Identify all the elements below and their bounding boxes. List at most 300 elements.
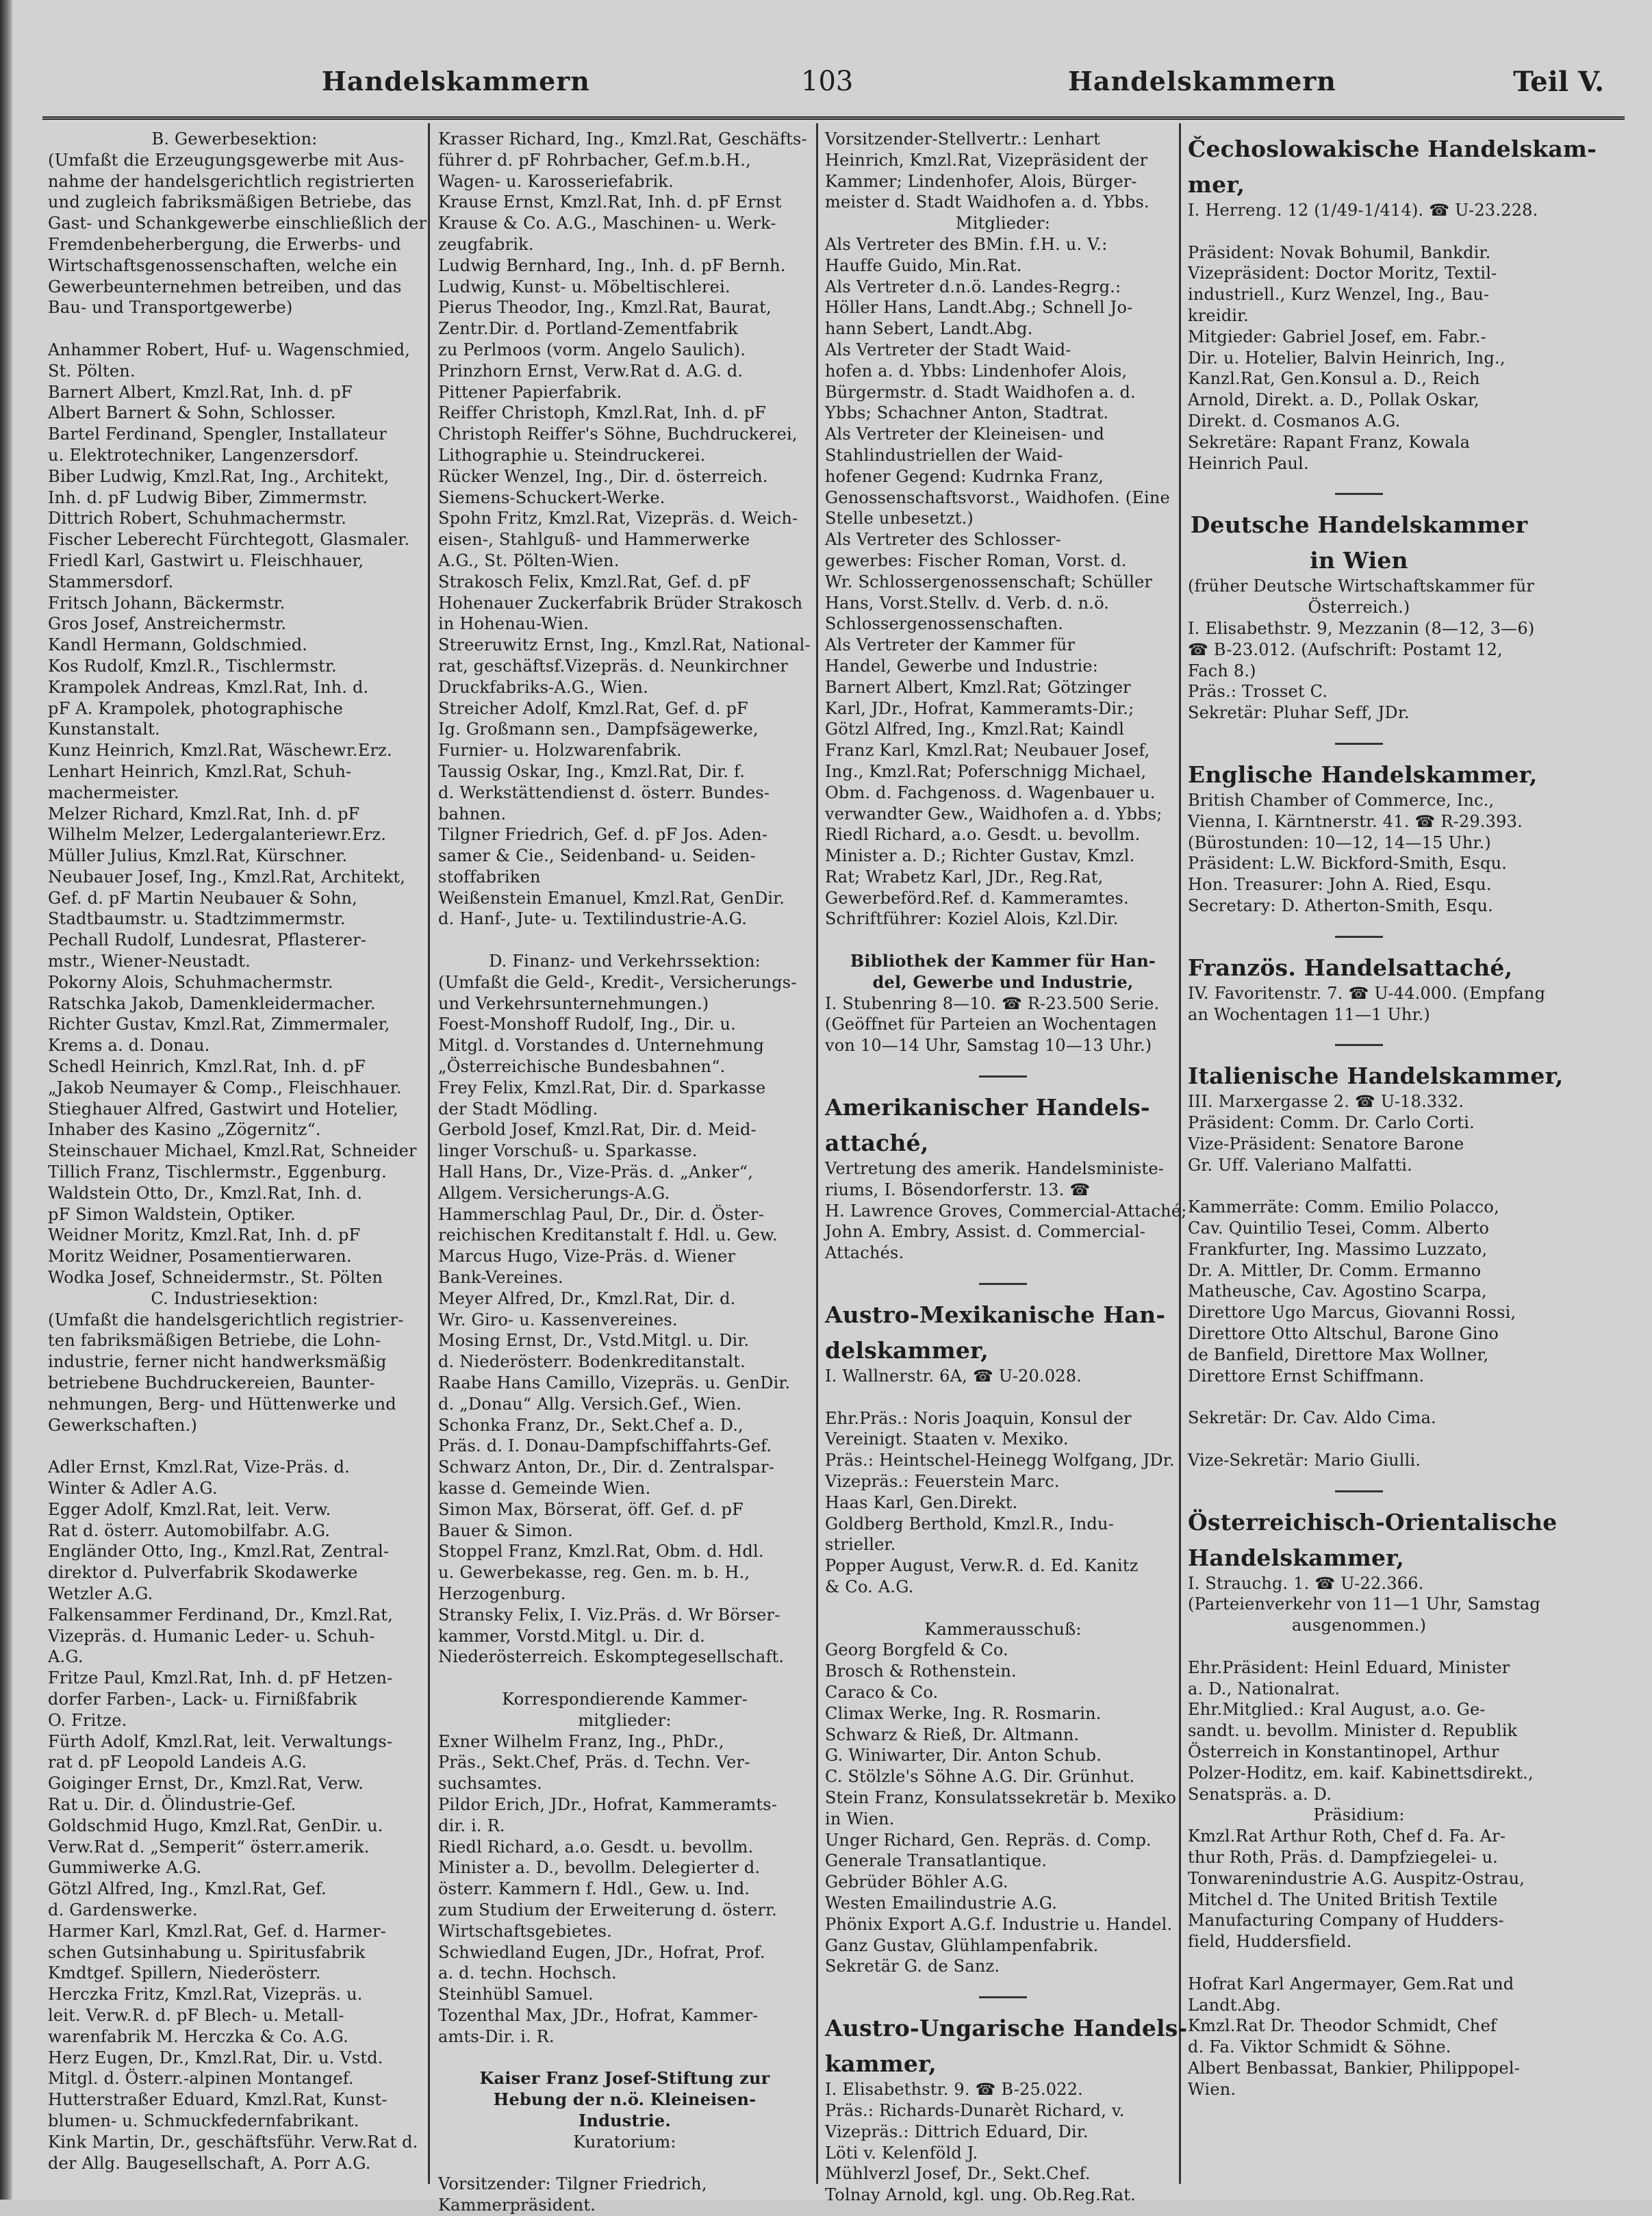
text-line: Ehr.Präsident: Heinl Eduard, Minister xyxy=(1188,1657,1510,1677)
text-line: d. Hanf-, Jute- u. Textilindustrie-A.G. xyxy=(438,909,748,929)
text-line: Vizepräs.: Feuerstein Marc. xyxy=(825,1472,1060,1492)
text-line: Krems a. d. Donau. xyxy=(48,1036,210,1056)
text-line: Frankfurter, Ing. Massimo Luzzato, xyxy=(1188,1239,1488,1259)
section-heading: Englische Handelskammer, xyxy=(1188,761,1538,788)
text-line: Direttore Otto Altschul, Barone Gino xyxy=(1188,1324,1499,1344)
text-line: Hutterstraßer Eduard, Kmzl.Rat, Kunst- xyxy=(48,2090,387,2110)
text-line: Westen Emailindustrie A.G. xyxy=(825,1893,1058,1913)
text-line: Secretary: D. Atherton-Smith, Esqu. xyxy=(1188,895,1493,915)
text-line: Landt.Abg. xyxy=(1188,1995,1282,2015)
text-line: Fürth Adolf, Kmzl.Rat, leit. Verwaltungs- xyxy=(48,1731,393,1751)
text-line: Ludwig, Kunst- u. Möbeltischlerei. xyxy=(438,277,730,296)
text-line: Kmzl.Rat Arthur Roth, Chef d. Fa. Ar- xyxy=(1188,1826,1506,1846)
text-line: Krause & Co. A.G., Maschinen- u. Werk- xyxy=(438,214,776,233)
text-line: stoffabriken xyxy=(438,867,541,887)
text-line: B. Gewerbesektion: xyxy=(151,129,318,149)
section-heading: Amerikanischer Handels- xyxy=(825,1094,1150,1121)
text-line: kammer, Vorstd.Mitgl. u. Dir. d. xyxy=(438,1626,705,1646)
text-line: dorfer Farben-, Lack- u. Firnißfabrik xyxy=(48,1689,357,1709)
text-line: Stahlindustriellen der Waid- xyxy=(825,445,1063,465)
text-line: Kammer; Lindenhofer, Alois, Bürger- xyxy=(825,171,1137,191)
text-line: Heinrich Paul. xyxy=(1188,453,1309,473)
text-line: British Chamber of Commerce, Inc., xyxy=(1188,790,1495,810)
text-line: Wirtschaftsgenossenschaften, welche ein xyxy=(48,255,398,275)
text-line: Präs.: Trosset C. xyxy=(1188,682,1328,702)
text-line: Schwarz & Rieß, Dr. Altmann. xyxy=(825,1724,1080,1744)
section-heading: delskammer, xyxy=(825,1337,989,1364)
text-line: Stelle unbesetzt.) xyxy=(825,509,974,528)
text-line: linger Vorschuß- u. Sparkasse. xyxy=(438,1141,698,1161)
text-line: a. D., Nationalrat. xyxy=(1188,1679,1340,1698)
text-line: Mitgieder: Gabriel Josef, em. Fabr.- xyxy=(1188,327,1486,346)
text-line: Christoph Reiffer's Söhne, Buchdruckerei, xyxy=(438,424,798,444)
section-heading: mer, xyxy=(1188,171,1245,198)
text-line: Kaiser Franz Josef-Stiftung zur xyxy=(479,2068,770,2089)
text-line: Als Vertreter des Schlosser- xyxy=(825,530,1062,550)
section-separator xyxy=(979,1075,1027,1078)
text-line: Rat u. Dir. d. Ölindustrie-Gef. xyxy=(48,1794,296,1814)
text-line: in Wien. xyxy=(825,1809,895,1829)
text-line: Stransky Felix, I. Viz.Präs. d. Wr Börser- xyxy=(438,1605,780,1625)
text-line: der Stadt Mödling. xyxy=(438,1099,598,1119)
text-line: Ratschka Jakob, Damenkleidermacher. xyxy=(48,993,376,1013)
text-line: sandt. u. bevollm. Minister d. Republik xyxy=(1188,1721,1518,1741)
text-line: Lenhart Heinrich, Kmzl.Rat, Schuh- xyxy=(48,761,352,781)
text-line: Vizepräs.: Dittrich Eduard, Dir. xyxy=(825,2122,1089,2141)
text-line: Senatspräs. a. D. xyxy=(1188,1784,1332,1804)
text-column-4 xyxy=(1188,129,1597,2176)
text-line: Fach 8.) xyxy=(1188,661,1256,680)
text-line: hofener Gegend: Kudrnka Franz, xyxy=(825,466,1104,486)
text-line: Bibliothek der Kammer für Han- xyxy=(850,951,1156,971)
text-line: mitglieder: xyxy=(578,1710,672,1730)
text-line: Krause Ernst, Kmzl.Rat, Inh. d. pF Ernst xyxy=(438,192,782,212)
text-line: Exner Wilhelm Franz, Ing., PhDr., xyxy=(438,1731,724,1751)
text-line: Steinschauer Michael, Kmzl.Rat, Schneider xyxy=(48,1141,417,1161)
text-line: Heinrich, Kmzl.Rat, Vizepräsident der xyxy=(825,150,1148,170)
text-line: Raabe Hans Camillo, Vizepräs. u. GenDir. xyxy=(438,1373,791,1393)
text-line: Wr. Giro- u. Kassenvereines. xyxy=(438,1310,678,1329)
text-line: Brosch & Rothenstein. xyxy=(825,1661,1017,1681)
text-line: d. Niederösterr. Bodenkreditanstalt. xyxy=(438,1352,746,1372)
text-line: Goldschmid Hugo, Kmzl.Rat, GenDir. u. xyxy=(48,1816,383,1835)
text-line: Präsident: L.W. Bickford-Smith, Esqu. xyxy=(1188,854,1508,874)
text-line: Stammersdorf. xyxy=(48,572,174,591)
text-line: Winter & Adler A.G. xyxy=(48,1479,218,1498)
section-separator xyxy=(979,1996,1027,1998)
text-line: Wetzler A.G. xyxy=(48,1583,153,1603)
text-line: ausgenommen.) xyxy=(1291,1616,1427,1635)
text-line: Georg Borgfeld & Co. xyxy=(825,1640,1008,1660)
text-line: Kammerpräsident. xyxy=(438,2195,596,2215)
text-line: d. „Donau“ Allg. Versich.Gef., Wien. xyxy=(438,1394,742,1414)
text-line: (Bürostunden: 10—12, 14—15 Uhr.) xyxy=(1188,832,1491,852)
text-line: Gewerkschaften.) xyxy=(48,1415,198,1435)
text-line: führer d. pF Rohrbacher, Gef.m.b.H., xyxy=(438,150,751,170)
text-line: u. Gewerbekasse, reg. Gen. m. b. H., xyxy=(438,1563,750,1583)
text-line: Riedl Richard, a.o. Gesdt. u. bevollm. xyxy=(825,825,1141,845)
text-line: Stadtbaumstr. u. Stadtzimmermstr. xyxy=(48,909,346,929)
text-line xyxy=(1188,1952,1530,1974)
text-line: Tozenthal Max, JDr., Hofrat, Kammer- xyxy=(438,2005,759,2025)
text-line: Gast- und Schankgewerbe einschließlich der xyxy=(48,214,427,233)
text-line: Meyer Alfred, Dr., Kmzl.Rat, Dir. d. xyxy=(438,1288,736,1308)
text-line: Goiginger Ernst, Dr., Kmzl.Rat, Verw. xyxy=(48,1774,364,1794)
text-line: Löti v. Kelenföld J. xyxy=(825,2143,978,2163)
text-line: ☎ B-23.012. (Aufschrift: Postamt 12, xyxy=(1188,639,1503,659)
text-line: Sekretär G. de Sanz. xyxy=(825,1957,1000,1976)
text-line: Krasser Richard, Ing., Kmzl.Rat, Geschäfts- xyxy=(438,129,807,149)
text-line: Caraco & Co. xyxy=(825,1683,939,1702)
text-line: Wilhelm Melzer, Ledergalanteriewr.Erz. xyxy=(48,825,387,845)
section-heading: Austro-Mexikanische Han- xyxy=(825,1301,1166,1329)
text-line: Bank-Vereines. xyxy=(438,1268,563,1288)
text-line: Gebrüder Böhler A.G. xyxy=(825,1872,1008,1892)
text-line: strieller. xyxy=(825,1535,896,1555)
text-line: Bau- und Transportgewerbe) xyxy=(48,298,293,318)
text-line: Österreich.) xyxy=(1308,598,1410,617)
text-line: Taussig Oskar, Ing., Kmzl.Rat, Dir. f. xyxy=(438,761,746,781)
text-line: Kink Martin, Dr., geschäftsführ. Verw.Rat d. xyxy=(48,2132,418,2152)
text-line: machermeister. xyxy=(48,782,179,802)
text-line: Tonwarenindustrie A.G. Auspitz-Ostrau, xyxy=(1188,1868,1525,1888)
text-line: Albert Barnert & Sohn, Schlosser. xyxy=(48,403,336,423)
text-line: zeugfabrik. xyxy=(438,234,534,254)
text-line: Richter Gustav, Kmzl.Rat, Zimmermaler, xyxy=(48,1015,390,1034)
text-line: Allgem. Versicherungs-A.G. xyxy=(438,1183,670,1203)
text-line: Gr. Uff. Valeriano Malfatti. xyxy=(1188,1155,1412,1175)
text-line: Gummiwerke A.G. xyxy=(48,1858,202,1878)
text-line: Vize-Präsident: Senatore Barone xyxy=(1188,1134,1464,1154)
text-line: Fischer Leberecht Fürchtegott, Glasmaler. xyxy=(48,530,410,550)
text-line: III. Marxergasse 2. ☎ U-18.332. xyxy=(1188,1092,1464,1112)
text-line xyxy=(825,1387,1181,1408)
text-line: Fremdenbeherbergung, die Erwerbs- und xyxy=(48,234,401,254)
text-line: direktor d. Pulverfabrik Skodawerke xyxy=(48,1563,358,1583)
text-line: D. Finanz- und Verkehrssektion: xyxy=(489,952,761,971)
text-line: Vereinigt. Staaten v. Mexiko. xyxy=(825,1429,1069,1449)
section-heading: in Wien xyxy=(1310,547,1408,574)
text-line: Schwiedland Eugen, JDr., Hofrat, Prof. xyxy=(438,1942,765,1962)
text-line: hann Sebert, Landt.Abg. xyxy=(825,319,1033,339)
text-line: Bartel Ferdinand, Spengler, Installateur xyxy=(48,424,387,444)
text-column-3 xyxy=(825,129,1188,2205)
text-line: Waldstein Otto, Dr., Kmzl.Rat, Inh. d. xyxy=(48,1183,363,1203)
section-heading: Österreichisch-Orientalische xyxy=(1188,1508,1558,1536)
text-line: riums, I. Bösendorferstr. 13. ☎ xyxy=(825,1180,1091,1199)
text-line: nehmungen, Berg- und Hüttenwerke und xyxy=(48,1394,396,1414)
text-line: Verw.Rat d. „Semperit“ österr.amerik. xyxy=(48,1837,370,1857)
text-line: Schonka Franz, Dr., Sekt.Chef a. D., xyxy=(438,1415,744,1435)
text-line: A.G., St. Pölten-Wien. xyxy=(438,550,620,570)
section-heading: Italienische Handelskammer, xyxy=(1188,1062,1564,1090)
text-line: Tolnay Arnold, kgl. ung. Ob.Reg.Rat. xyxy=(825,2185,1136,2205)
text-line: Phönix Export A.G.f. Industrie u. Handel. xyxy=(825,1914,1173,1934)
text-line: „Österreichische Bundesbahnen“. xyxy=(438,1057,726,1077)
text-line: Vizepräs. d. Humanic Leder- u. Schuh- xyxy=(48,1626,375,1646)
text-line: Gros Josef, Anstreichermstr. xyxy=(48,614,287,634)
text-line: Hohenauer Zuckerfabrik Brüder Strakosch xyxy=(438,593,803,613)
text-line: der Allg. Baugesellschaft, A. Porr A.G. xyxy=(48,2153,371,2173)
text-line: Weißenstein Emanuel, Kmzl.Rat, GenDir. xyxy=(438,888,785,908)
text-line: Direkt. d. Cosmanos A.G. xyxy=(1188,411,1401,431)
text-line xyxy=(825,930,1181,951)
text-line: Haas Karl, Gen.Direkt. xyxy=(825,1492,1018,1512)
text-line: thur Roth, Präs. d. Dampfziegelei- u. xyxy=(1188,1848,1499,1868)
text-line: meister d. Stadt Waidhofen a. d. Ybbs. xyxy=(825,192,1149,212)
text-line: & Co. A.G. xyxy=(825,1577,914,1597)
text-line: Albert Benbassat, Bankier, Philippopel- xyxy=(1188,2058,1521,2078)
text-line: Stieghauer Alfred, Gastwirt und Hotelier, xyxy=(48,1099,398,1119)
text-line: Hebung der n.ö. Kleineisen- xyxy=(493,2089,757,2110)
text-line: Barnert Albert, Kmzl.Rat, Inh. d. pF xyxy=(48,382,353,402)
text-line: Herzogenburg. xyxy=(438,1583,566,1603)
text-line: Dr. A. Mittler, Dr. Comm. Ermanno xyxy=(1188,1260,1482,1280)
text-line: Zentr.Dir. d. Portland-Zementfabrik xyxy=(438,319,738,339)
text-line: Karl, JDr., Hofrat, Kammeramts-Dir.; xyxy=(825,698,1134,718)
text-line: I. Stubenring 8—10. ☎ R-23.500 Serie. xyxy=(825,993,1160,1013)
text-line: I. Herreng. 12 (1/49-1/414). ☎ U-23.228. xyxy=(1188,201,1538,220)
text-line: Österreich in Konstantinopel, Arthur xyxy=(1188,1742,1499,1762)
text-line: Schwarz Anton, Dr., Dir. d. Zentralspar- xyxy=(438,1457,775,1477)
text-line: Kammerräte: Comm. Emilio Polacco, xyxy=(1188,1197,1499,1217)
text-line: Höller Hans, Landt.Abg.; Schnell Jo- xyxy=(825,298,1133,318)
text-line: Kmzl.Rat Dr. Theodor Schmidt, Chef xyxy=(1188,2016,1497,2036)
text-line: Inhaber des Kasino „Zögernitz“. xyxy=(48,1120,321,1140)
column-divider xyxy=(816,123,818,2184)
text-line: Mitgl. d. Österr.-alpinen Montangef. xyxy=(48,2069,354,2089)
text-line: Adler Ernst, Kmzl.Rat, Vize-Präs. d. xyxy=(48,1457,351,1477)
text-line: Als Vertreter des BMin. f.H. u. V.: xyxy=(825,234,1108,254)
section-separator xyxy=(1335,743,1383,745)
text-line: Kunz Heinrich, Kmzl.Rat, Wäschewr.Erz. xyxy=(48,741,392,761)
text-line: Weidner Moritz, Kmzl.Rat, Inh. d. pF xyxy=(48,1225,361,1245)
text-line xyxy=(48,1436,421,1457)
text-line: Dittrich Robert, Schuhmachermstr. xyxy=(48,509,347,528)
text-line xyxy=(1188,1636,1530,1657)
section-separator xyxy=(1335,1044,1383,1046)
text-line: St. Pölten. xyxy=(48,361,136,381)
text-line: C. Stölzle's Söhne A.G. Dir. Grünhut. xyxy=(825,1767,1135,1787)
text-line: nahme der handelsgerichtlich registrierten xyxy=(48,171,415,191)
text-line: Egger Adolf, Kmzl.Rat, leit. Verw. xyxy=(48,1499,331,1519)
text-line: Popper August, Verw.R. d. Ed. Kanitz xyxy=(825,1556,1139,1576)
section-heading: Deutsche Handelskammer xyxy=(1190,511,1528,539)
text-line: Friedl Karl, Gastwirt u. Fleischhauer, xyxy=(48,550,364,570)
text-line: Fritze Paul, Kmzl.Rat, Inh. d. pF Hetzen- xyxy=(48,1668,393,1688)
section-heading: Čechoslowakische Handelskam- xyxy=(1188,136,1597,162)
text-line: Wirtschaftsgebietes. xyxy=(438,1921,613,1941)
text-line: de Banfield, Direttore Max Wollner, xyxy=(1188,1345,1489,1364)
text-line: Niederösterreich. Eskomptegesellschaft. xyxy=(438,1647,785,1667)
text-line: Götzl Alfred, Ing., Kmzl.Rat, Gef. xyxy=(48,1879,327,1899)
text-line: Ing., Kmzl.Rat; Poferschnigg Michael, xyxy=(825,761,1147,781)
text-line: Tillich Franz, Tischlermstr., Eggenburg. xyxy=(48,1162,387,1182)
page-number: 103 xyxy=(801,66,854,97)
text-line: Wagen- u. Karosseriefabrik. xyxy=(438,171,674,191)
section-separator xyxy=(1335,493,1383,495)
book-spine xyxy=(0,0,12,2200)
text-line: Streeruwitz Ernst, Ing., Kmzl.Rat, National- xyxy=(438,635,811,655)
text-line: Mitglieder: xyxy=(955,214,1051,233)
text-line: Hon. Treasurer: John A. Ried, Esqu. xyxy=(1188,875,1492,895)
text-line xyxy=(438,930,811,951)
text-line: H. Lawrence Groves, Commercial-Attaché; xyxy=(825,1201,1187,1221)
text-line: Schedl Heinrich, Kmzl.Rat, Inh. d. pF xyxy=(48,1057,366,1077)
text-line: Franz Karl, Kmzl.Rat; Neubauer Josef, xyxy=(825,741,1150,761)
header-left-title: Handelskammern xyxy=(322,66,590,97)
text-line: Genossenschaftsvorst., Waidhofen. (Eine xyxy=(825,487,1170,507)
text-line: Reiffer Christoph, Kmzl.Rat, Inh. d. pF xyxy=(438,403,767,423)
text-line: Unger Richard, Gen. Repräs. d. Comp. xyxy=(825,1830,1152,1850)
text-line: Inh. d. pF Ludwig Biber, Zimmermstr. xyxy=(48,487,368,507)
text-line: Mühlverzl Josef, Dr., Sekt.Chef. xyxy=(825,2164,1091,2184)
text-line: Schlossergenossenschaften. xyxy=(825,614,1064,634)
text-line: (Umfaßt die Geld-, Kredit-, Versicherungs- xyxy=(438,972,797,992)
text-line: Müller Julius, Kmzl.Rat, Kürschner. xyxy=(48,846,348,866)
text-line: Bürgermstr. d. Stadt Waidhofen a. d. xyxy=(825,382,1136,402)
text-line: Pierus Theodor, Ing., Kmzl.Rat, Baurat, xyxy=(438,298,772,318)
text-line: Spohn Fritz, Kmzl.Rat, Vizepräs. d. Weich- xyxy=(438,509,798,528)
text-line: (Parteienverkehr von 11—1 Uhr, Samstag xyxy=(1188,1594,1540,1614)
text-line: Kmdtgef. Spillern, Niederösterr. xyxy=(48,1963,321,1983)
text-line: Mitchel d. The United British Textile xyxy=(1188,1889,1498,1909)
text-line: del, Gewerbe und Industrie, xyxy=(872,971,1134,992)
text-line: Goldberg Berthold, Kmzl.R., Indu- xyxy=(825,1514,1114,1533)
text-line: zu Perlmoos (vorm. Angelo Saulich). xyxy=(438,340,746,359)
text-line: verwandter Gew., Waidhofen a. d. Ybbs; xyxy=(825,804,1162,824)
text-line: Industrie. xyxy=(579,2110,671,2130)
text-line: Lithographie u. Steindruckerei. xyxy=(438,445,706,465)
text-line: Als Vertreter der Kleineisen- und xyxy=(825,424,1105,444)
text-line: Barnert Albert, Kmzl.Rat; Götzinger xyxy=(825,677,1131,697)
text-line: Kandl Hermann, Goldschmied. xyxy=(48,635,308,655)
text-line: kasse d. Gemeinde Wien. xyxy=(438,1479,651,1498)
text-line: Biber Ludwig, Kmzl.Rat, Ing., Architekt, xyxy=(48,466,390,486)
text-line: I. Elisabethstr. 9. ☎ B-25.022. xyxy=(825,2080,1084,2100)
text-line: samer & Cie., Seidenband- u. Seiden- xyxy=(438,846,756,866)
text-line: Gerbold Josef, Kmzl.Rat, Dir. d. Meid- xyxy=(438,1120,757,1140)
text-line xyxy=(1188,221,1530,242)
text-line: Gewerbeförd.Ref. d. Kammeramtes. xyxy=(825,888,1129,908)
text-line: schen Gutsinhabung u. Spiritusfabrik xyxy=(48,1942,366,1962)
header-right-title: Handelskammern xyxy=(1068,66,1336,97)
text-line: Ehr.Präs.: Noris Joaquin, Konsul der xyxy=(825,1408,1132,1428)
text-line: Direttore Ernst Schiffmann. xyxy=(1188,1366,1425,1386)
text-column-1 xyxy=(48,129,427,2176)
text-line: Engländer Otto, Ing., Kmzl.Rat, Zentral- xyxy=(48,1542,390,1562)
text-line: C. Industriesektion: xyxy=(151,1288,318,1308)
text-line: Präs.: Richards-Dunarèt Richard, v. xyxy=(825,2100,1125,2120)
text-line: von 10—14 Uhr, Samstag 10—13 Uhr.) xyxy=(825,1036,1152,1056)
text-line: Kanzl.Rat, Gen.Konsul a. D., Reich xyxy=(1188,369,1480,389)
text-line: gewerbes: Fischer Roman, Vorst. d. xyxy=(825,550,1127,570)
text-line: Marcus Hugo, Vize-Präs. d. Wiener xyxy=(438,1247,736,1266)
text-line: Ehr.Mitglied.: Kral August, a.o. Ge- xyxy=(1188,1700,1486,1720)
text-line: Stoppel Franz, Kmzl.Rat, Obm. d. Hdl. xyxy=(438,1542,764,1562)
section-separator xyxy=(979,1283,1027,1285)
text-line: Obm. d. Fachgenoss. d. Wagenbauer u. xyxy=(825,782,1156,802)
text-line xyxy=(438,1668,811,1689)
text-line: leit. Verw.R. d. pF Blech- u. Metall- xyxy=(48,2005,344,2025)
text-line: Ganz Gustav, Glühlampenfabrik. xyxy=(825,1935,1099,1955)
text-line: österr. Kammern f. Hdl., Gew. u. Ind. xyxy=(438,1879,750,1899)
text-line: Riedl Richard, a.o. Gesdt. u. bevollm. xyxy=(438,1837,754,1857)
section-heading: Französ. Handelsattaché, xyxy=(1188,954,1513,981)
text-line: Vize-Sekretär: Mario Giulli. xyxy=(1188,1450,1421,1470)
text-line: eisen-, Stahlguß- und Hammerwerke xyxy=(438,530,750,550)
text-line: Steinhübl Samuel. xyxy=(438,1985,594,2004)
text-line: Herz Eugen, Dr., Kmzl.Rat, Dir. u. Vstd. xyxy=(48,2048,383,2067)
header-rule xyxy=(42,116,1625,120)
text-line: O. Fritze. xyxy=(48,1710,127,1730)
text-line: Harmer Karl, Kmzl.Rat, Gef. d. Harmer- xyxy=(48,1921,387,1941)
text-line: Minister a. D.; Richter Gustav, Kmzl. xyxy=(825,846,1135,866)
text-line: G. Winiwarter, Dir. Anton Schub. xyxy=(825,1746,1102,1766)
text-line: Gef. d. pF Martin Neubauer & Sohn, xyxy=(48,888,358,908)
text-line: Rücker Wenzel, Ing., Dir. d. österreich. xyxy=(438,466,768,486)
text-line: Pittener Papierfabrik. xyxy=(438,382,622,402)
text-line: Cav. Quintilio Tesei, Comm. Alberto xyxy=(1188,1219,1490,1238)
text-line: I. Elisabethstr. 9, Mezzanin (8—12, 3—6) xyxy=(1188,618,1535,638)
text-line: Sekretäre: Rapant Franz, Kowala xyxy=(1188,432,1471,452)
text-line: IV. Favoritenstr. 7. ☎ U-44.000. (Empfang xyxy=(1188,983,1546,1003)
text-line: Ybbs; Schachner Anton, Stadtrat. xyxy=(825,403,1109,423)
text-line: Als Vertreter der Kammer für xyxy=(825,635,1076,655)
text-line: Ludwig Bernhard, Ing., Inh. d. pF Bernh. xyxy=(438,255,786,275)
text-line: d. Werkstättendienst d. österr. Bundes- xyxy=(438,782,770,802)
text-column-2 xyxy=(438,129,811,2215)
text-line: Climax Werke, Ing. R. Rosmarin. xyxy=(825,1703,1102,1723)
section-heading: Austro-Ungarische Handels- xyxy=(825,2015,1188,2042)
header-tab: Teil V. xyxy=(1513,66,1604,98)
text-line: „Jakob Neumayer & Comp., Fleischhauer. xyxy=(48,1078,402,1097)
text-line: I. Strauchg. 1. ☎ U-22.366. xyxy=(1188,1573,1424,1593)
text-line: rat, geschäftsf.Vizepräs. d. Neunkirchner xyxy=(438,656,789,676)
text-line: Präs. d. I. Donau-Dampfschiffahrts-Gef. xyxy=(438,1436,772,1456)
text-line: Pokorny Alois, Schuhmachermstr. xyxy=(48,972,333,992)
text-line: Präsident: Novak Bohumil, Bankdir. xyxy=(1188,242,1491,262)
text-line: Vizepräsident: Doctor Moritz, Textil- xyxy=(1188,264,1497,283)
section-heading: Handelskammer, xyxy=(1188,1544,1405,1571)
text-line: Als Vertreter d.n.ö. Landes-Regrg.: xyxy=(825,277,1121,296)
text-line: Wodka Josef, Schneidermstr., St. Pölten xyxy=(48,1268,383,1288)
text-line: Frey Felix, Kmzl.Rat, Dir. d. Sparkasse xyxy=(438,1078,766,1097)
text-line: Präs., Sekt.Chef, Präs. d. Techn. Ver- xyxy=(438,1753,750,1772)
section-separator xyxy=(1335,936,1383,938)
text-line: suchsamtes. xyxy=(438,1774,543,1794)
text-line: Attachés. xyxy=(825,1243,904,1263)
text-line: Furnier- u. Holzwarenfabrik. xyxy=(438,741,683,761)
text-line xyxy=(1188,1386,1530,1408)
text-line: Vienna, I. Kärntnerstr. 41. ☎ R-29.393. xyxy=(1188,811,1523,831)
section-separator xyxy=(1335,1490,1383,1492)
text-line: Foest-Monshoff Rudolf, Ing., Dir. u. xyxy=(438,1015,736,1034)
text-line: ten fabriksmäßigen Betriebe, die Lohn- xyxy=(48,1331,381,1351)
text-line: Sekretär: Pluhar Seff, JDr. xyxy=(1188,703,1410,723)
text-line: Anhammer Robert, Huf- u. Wagenschmied, xyxy=(48,340,411,359)
text-line: Ig. Großmann sen., Dampfsägewerke, xyxy=(438,719,759,739)
text-line: und zugleich fabriksmäßigen Betriebe, das xyxy=(48,192,412,212)
text-line: Fritsch Johann, Bäckermstr. xyxy=(48,593,285,613)
text-line: Prinzhorn Ernst, Verw.Rat d. A.G. d. xyxy=(438,361,744,381)
text-line: Mitgl. d. Vorstandes d. Unternehmung xyxy=(438,1036,765,1056)
text-line: Rat d. österr. Automobilfabr. A.G. xyxy=(48,1520,331,1540)
text-line xyxy=(438,2048,811,2069)
text-line: Gewerbeunternehmen betreiben, und das xyxy=(48,277,402,296)
text-line: Matheusche, Cav. Agostino Scarpa, xyxy=(1188,1282,1487,1301)
text-line: Vorsitzender-Stellvertr.: Lenhart xyxy=(825,129,1100,149)
